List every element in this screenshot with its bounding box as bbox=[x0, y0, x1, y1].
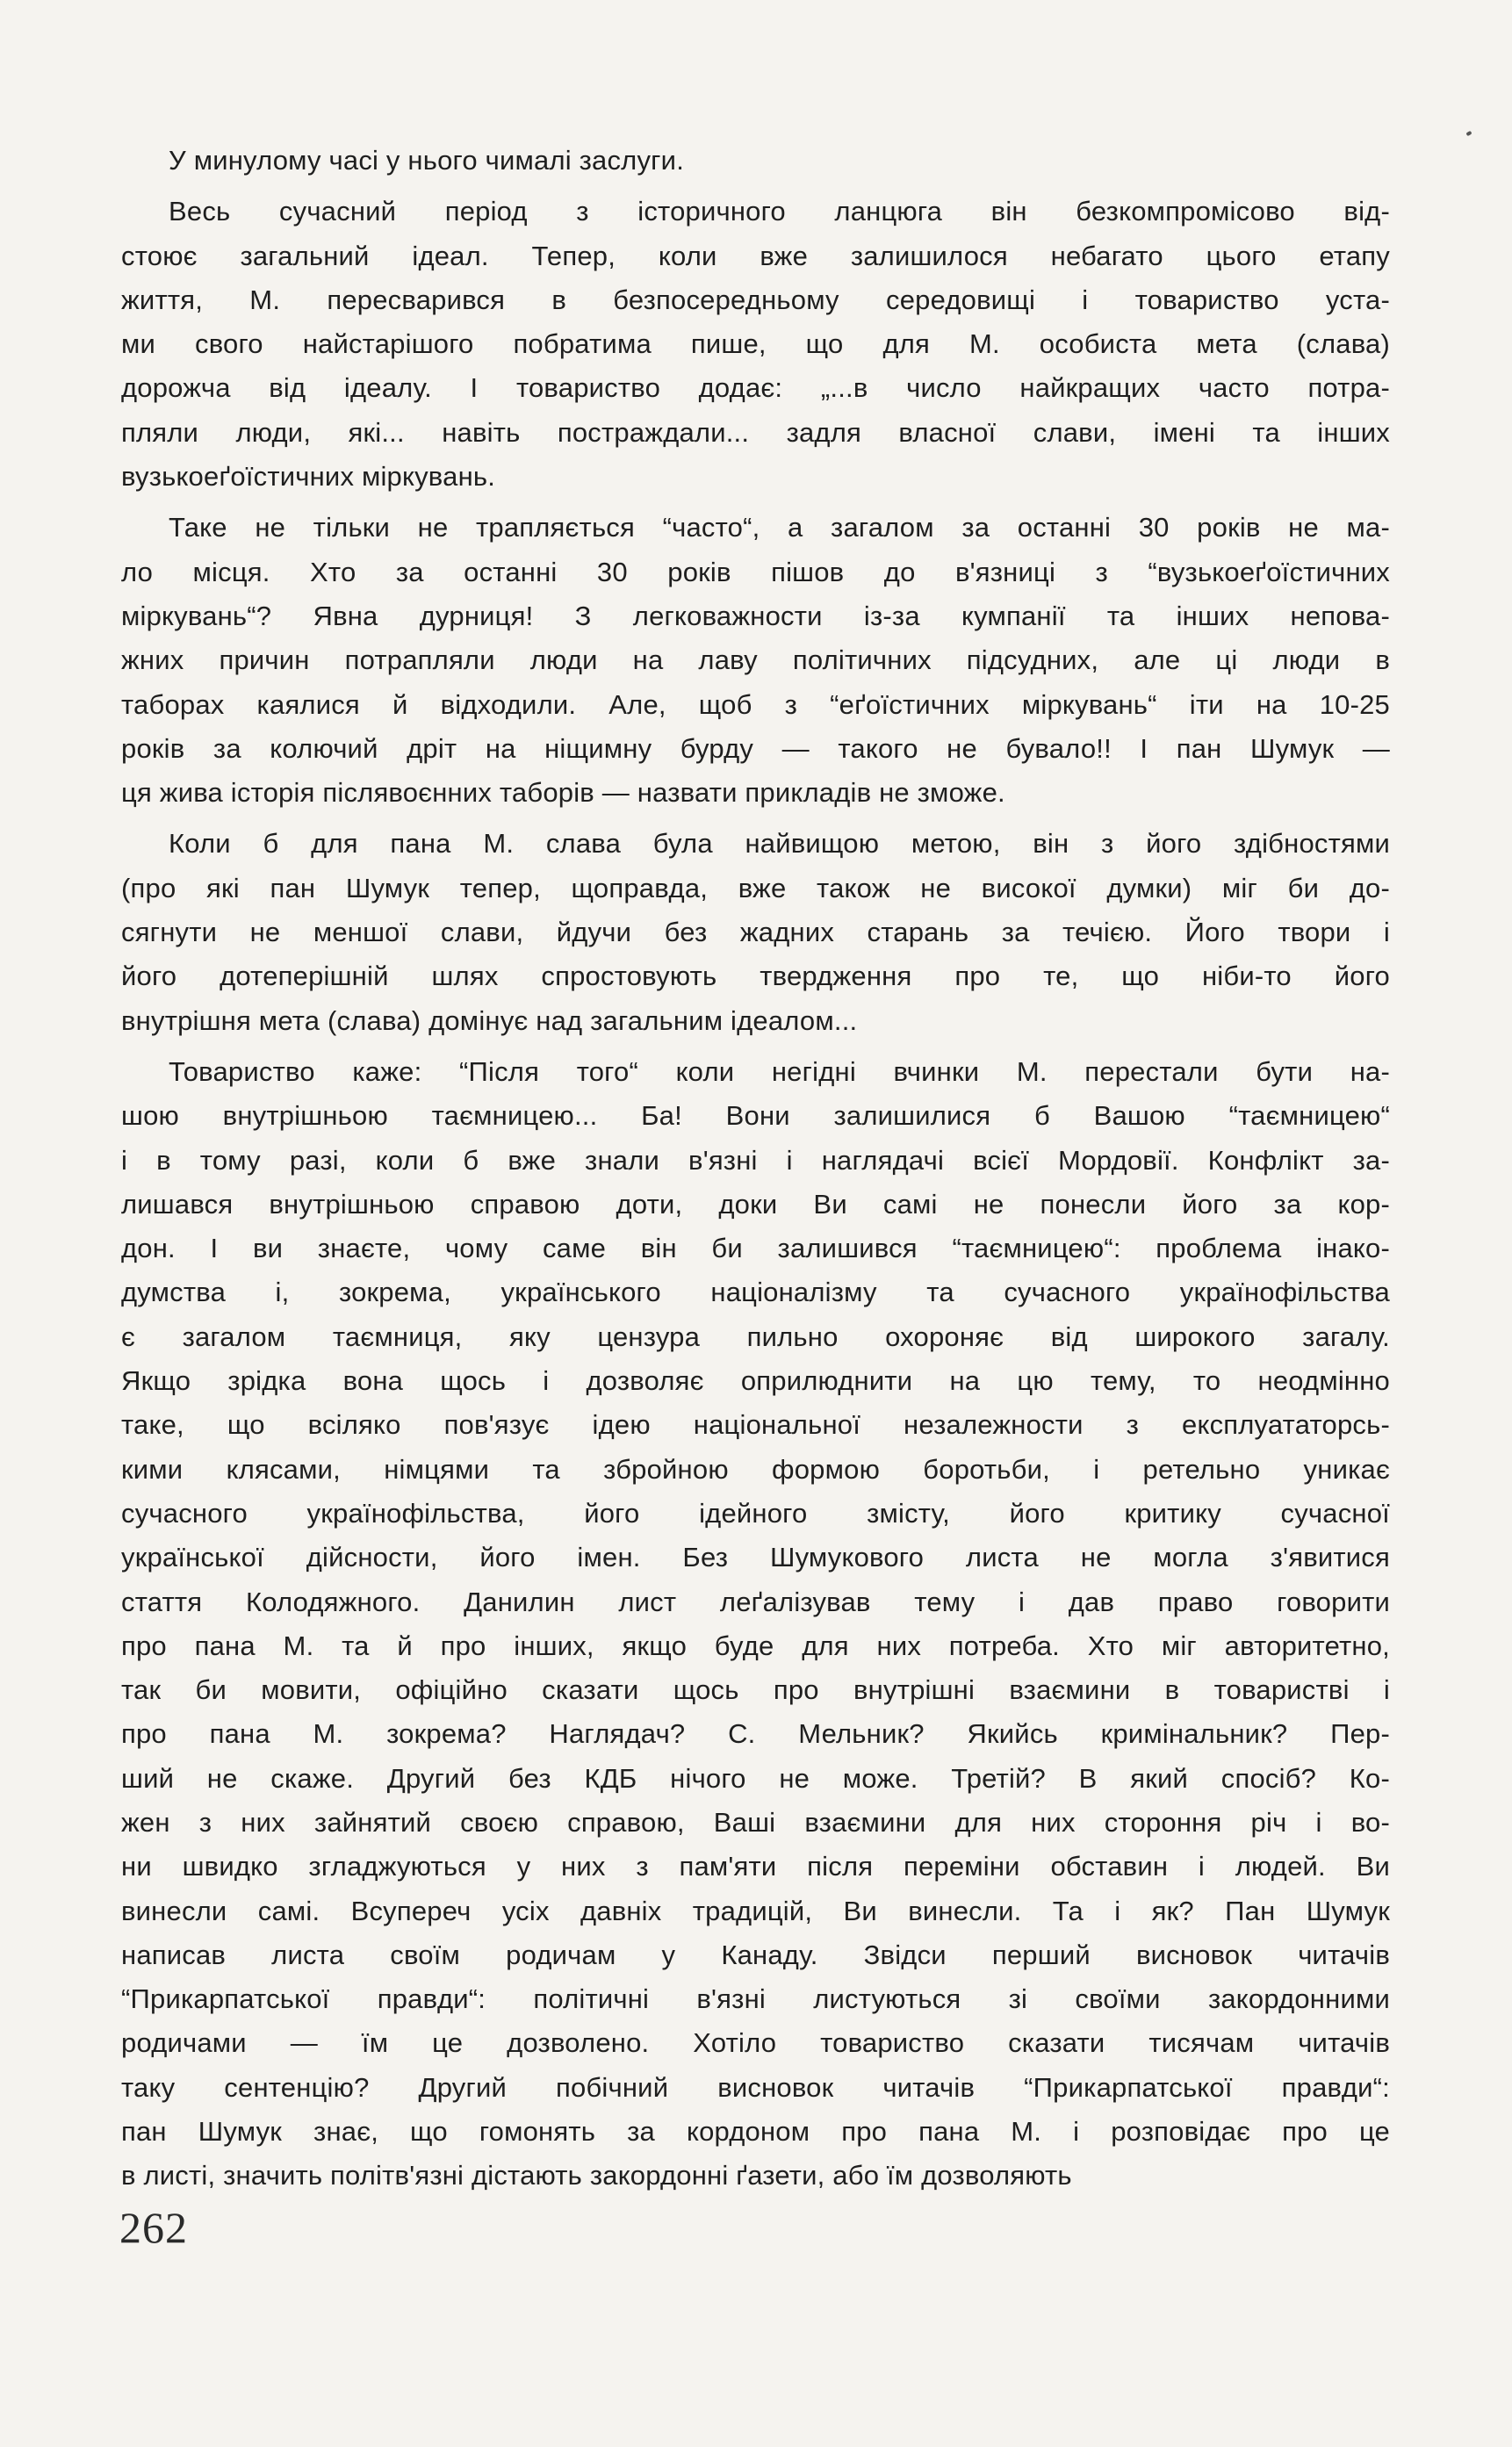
text-line: шою внутрішньою таємницею... Ба! Вони залишилися б Вашою “таємницею“ bbox=[121, 1100, 1390, 1132]
text-line: ни швидко згладжуються у них з пам'яти після переміни обставин і людей. Ви bbox=[121, 1851, 1390, 1882]
paragraph-gap bbox=[121, 183, 1390, 190]
paragraph-gap bbox=[121, 499, 1390, 506]
text-line: пан Шумук знає, що гомонять за кордоном про пана М. і розповідає про це bbox=[121, 2116, 1390, 2148]
text-line: “Прикарпатської правди“: політичні в'язні листуються зі своїми закордонними bbox=[121, 1983, 1390, 2015]
text-line: кими клясами, німцями та збройною формою боротьби, і ретельно уникає bbox=[121, 1453, 1390, 1485]
text-line: Товариство каже: “Після того“ коли негідні вчинки М. перестали бути на- bbox=[169, 1055, 1390, 1087]
text-line: лишався внутрішньою справою доти, доки Ви самі не понесли його за кор- bbox=[121, 1188, 1390, 1220]
page-number: 262 bbox=[119, 2203, 188, 2252]
text-line: про пана М. зокрема? Наглядач? С. Мельник? Якийсь кримінальник? Пер- bbox=[121, 1718, 1390, 1750]
text-line: сягнути не меншої слави, йдучи без жадних старань за течією. Його твори і bbox=[121, 917, 1390, 948]
text-line: років за колючий дріт на ніщимну бурду — такого не бувало!! І пан Шумук — bbox=[121, 732, 1390, 764]
text-line: життя, М. пересварився в безпосередньому середовищі і товариство уста- bbox=[121, 284, 1390, 315]
text-line: дорожча від ідеалу. І товариство додає: „...в число найкращих часто потра- bbox=[121, 372, 1390, 404]
text-line: Якщо зрідка вона щось і дозволяє оприлюднити на цю тему, то неодмінно bbox=[121, 1365, 1390, 1397]
text-line: родичами — їм це дозволено. Хотіло товариство сказати тисячам читачів bbox=[121, 2027, 1390, 2059]
text-line: в листі, значить політв'язні дістають закордонні ґазети, або їм дозволяють bbox=[121, 2160, 1072, 2192]
text-line: ло місця. Хто за останні 30 років пішов до в'язниці з “вузькоеґоїстичних bbox=[121, 556, 1390, 587]
text-line: винесли самі. Всупереч усіх давніх традицій, Ви винесли. Та і як? Пан Шумук bbox=[121, 1895, 1390, 1926]
text-line: (про які пан Шумук тепер, щоправда, вже також не високої думки) міг би до- bbox=[121, 872, 1390, 903]
text-line: таборах каялися й відходили. Але, щоб з “еґоїстичних міркувань“ іти на 10-25 bbox=[121, 688, 1390, 720]
text-line: стаття Колодяжного. Данилин лист леґалізував тему і дав право говорити bbox=[121, 1586, 1390, 1617]
paragraph-gap bbox=[121, 1043, 1390, 1050]
paragraph bbox=[121, 139, 1390, 183]
paragraph bbox=[121, 190, 1390, 499]
text-line: так би мовити, офіційно сказати щось про внутрішні взаємини в товаристві і bbox=[121, 1674, 1390, 1706]
text-line: пляли люди, які... навіть постраждали... задля власної слави, імені та інших bbox=[121, 416, 1390, 448]
text-line: Коли б для пана М. слава була найвищою метою, він з його здібностями bbox=[169, 828, 1390, 860]
text-line: Таке не тільки не трапляється “часто“, а загалом за останні 30 років не ма- bbox=[169, 512, 1390, 543]
text-line: ми свого найстарішого побратима пише, що для М. особиста мета (слава) bbox=[121, 328, 1390, 360]
text-line: дон. І ви знаєте, чому саме він би залишився “таємницею“: проблема інако- bbox=[121, 1233, 1390, 1264]
text-line: української дійсности, його імен. Без Шумукового листа не могла з'явитися bbox=[121, 1542, 1390, 1573]
text-line: стоює загальний ідеал. Тепер, коли вже залишилося небагато цього етапу bbox=[121, 240, 1390, 271]
paragraph-gap bbox=[121, 815, 1390, 822]
text-line: сучасного українофільства, його ідейного змісту, його критику сучасної bbox=[121, 1497, 1390, 1529]
text-line: про пана М. та й про інших, якщо буде для них потреба. Хто міг авторитетно, bbox=[121, 1630, 1390, 1661]
ink-speck bbox=[1465, 131, 1472, 136]
text-line: думства і, зокрема, українського націоналізму та сучасного українофільства bbox=[121, 1277, 1390, 1308]
text-line: і в тому разі, коли б вже знали в'язні і наглядачі всієї Мордовії. Конфлікт за- bbox=[121, 1144, 1390, 1176]
text-line: ший не скаже. Другий без КДБ нічого не може. Третій? В який спосіб? Ко- bbox=[121, 1762, 1390, 1794]
text-line: ця жива історія післявоєнних таборів — назвати прикладів не зможе. bbox=[121, 777, 1005, 809]
text-line: У минулому часі у нього чималі заслуги. bbox=[169, 145, 685, 176]
text-line: жен з них зайнятий своєю справою, Ваші взаємини для них стороння річ і во- bbox=[121, 1806, 1390, 1838]
text-line: написав листа своїм родичам у Канаду. Звідси перший висновок читачів bbox=[121, 1939, 1390, 1970]
text-line: є загалом таємниця, яку цензура пильно охороняє від широкого загалу. bbox=[121, 1321, 1390, 1352]
paragraph bbox=[121, 1050, 1390, 2199]
text-line: таку сентенцію? Другий побічний висновок читачів “Прикарпатської правди“: bbox=[121, 2071, 1390, 2103]
body-text bbox=[121, 139, 1390, 2199]
text-line: вузькоеґоїстичних міркувань. bbox=[121, 461, 496, 493]
paragraph bbox=[121, 506, 1390, 815]
text-line: Весь сучасний період з історичного ланцюга він безкомпромісово від- bbox=[169, 196, 1390, 227]
text-line: внутрішня мета (слава) домінує над загальним ідеалом... bbox=[121, 1004, 858, 1036]
text-line: таке, що всіляко пов'язує ідею національної незалежности з експлуататорсь- bbox=[121, 1409, 1390, 1441]
text-line: жних причин потрапляли люди на лаву політичних підсудних, але ці люди в bbox=[121, 644, 1390, 676]
text-line: міркувань“? Явна дурниця! З легковажности із-за кумпанії та інших непова- bbox=[121, 600, 1390, 631]
text-line: його дотеперішній шлях спростовують твердження про те, що ніби-то його bbox=[121, 961, 1390, 992]
paragraph bbox=[121, 822, 1390, 1042]
